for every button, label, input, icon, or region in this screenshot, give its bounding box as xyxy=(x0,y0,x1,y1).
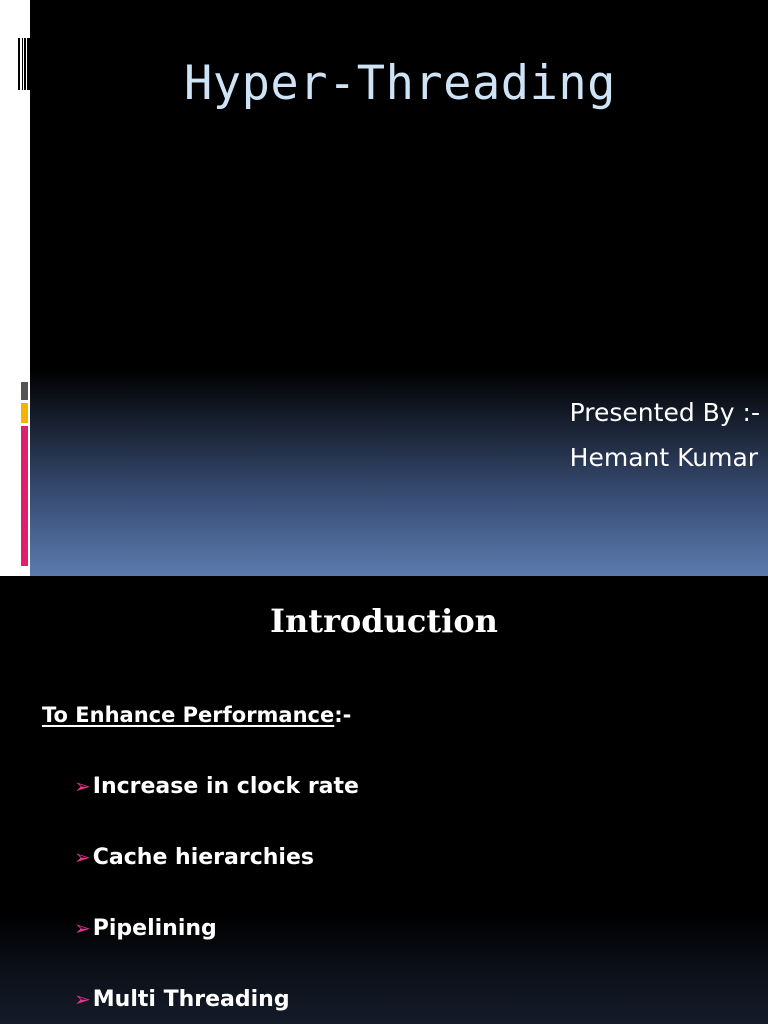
slide-title: Hyper-Threading xyxy=(184,56,616,111)
arrow-right-bullet-icon: ➢ xyxy=(74,774,91,798)
bullet-text: Pipelining xyxy=(92,916,217,941)
bullet-text: Multi Threading xyxy=(92,987,290,1012)
subheading-suffix: :- xyxy=(334,703,352,727)
bullet-text: Increase in clock rate xyxy=(92,774,359,799)
accent-block-pink xyxy=(21,426,28,566)
accent-block-yellow xyxy=(21,403,28,423)
subheading xyxy=(42,703,351,727)
arrow-right-bullet-icon: ➢ xyxy=(74,916,91,940)
bullet-item xyxy=(74,987,290,1012)
author-name: Hemant Kumar xyxy=(569,443,759,472)
bullet-item xyxy=(74,845,314,870)
bullet-item xyxy=(74,916,217,941)
presented-by-label: Presented By :- xyxy=(569,398,760,427)
decorative-bars-icon xyxy=(18,38,30,90)
presenter-block xyxy=(570,390,760,480)
subheading-text: To Enhance Performance xyxy=(42,703,335,727)
slide-title: Introduction xyxy=(270,602,498,640)
bullet-text: Cache hierarchies xyxy=(92,845,314,870)
arrow-right-bullet-icon: ➢ xyxy=(74,987,91,1011)
introduction-slide xyxy=(0,576,768,1024)
bullet-item xyxy=(74,774,359,799)
accent-block-gray xyxy=(21,382,28,400)
arrow-right-bullet-icon: ➢ xyxy=(74,845,91,869)
